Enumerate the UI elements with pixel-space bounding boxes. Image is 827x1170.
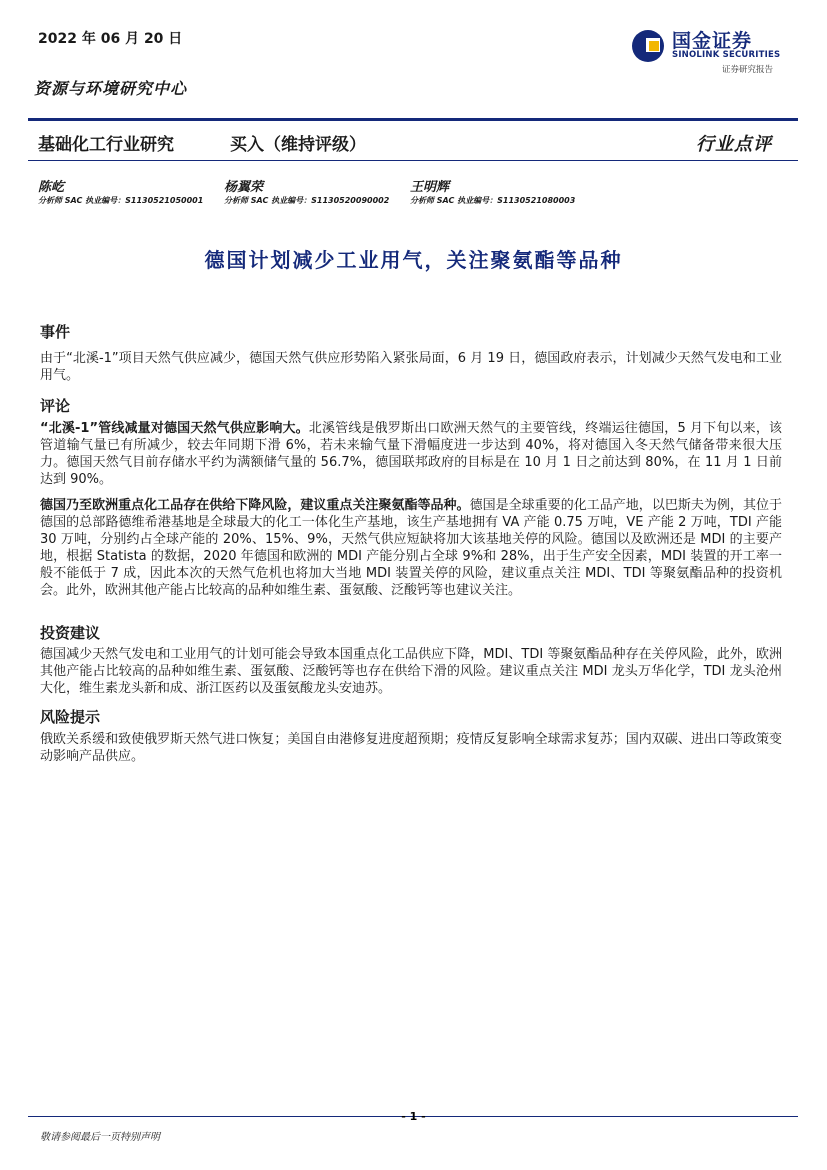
report-category-label: 证券研究报告 (722, 65, 774, 75)
report-title: 德国计划减少工业用气，关注聚氨酯等品种 (204, 248, 623, 272)
section-heading-risk: 风险提示 (40, 708, 101, 726)
report-date: 2022 年 06 月 20 日 (38, 31, 183, 47)
section-heading-advice: 投资建议 (40, 624, 101, 642)
comment-paragraph-1-body: 北溪管线是俄罗斯出口欧洲天然气的主要管线，终端运往德国，5 月下旬以来，该管道输气量已有所减少，较去年同期下滑 6%，若未来输气量下滑幅度进一步达到 40%，将对德国入冬天然气储备带来很大压力。德国天然气目前存储水平约为满额储气量的 56.7%，德国联邦政府的目标是在 10 月 1 日之前达到 80%，在 11 月 1 日前达到 90%。 (40, 421, 782, 487)
event-paragraph: 由于“北溪-1”项目天然气供应减少，德国天然气供应形势陷入紧张局面，6 月 19 日，德国政府表示，计划减少天然气发电和工业用气。 (40, 351, 782, 383)
sinolink-logo-icon (630, 28, 666, 64)
disclaimer-note: 敬请参阅最后一页特别声明 (40, 1132, 160, 1143)
section-heading-event: 事件 (40, 323, 71, 341)
header-divider (28, 118, 798, 121)
advice-paragraph: 德国减少天然气发电和工业用气的计划可能会导致本国重点化工品供应下降，MDI、TDI 等聚氨酯品种存在关停风险，此外，欧洲其他产能占比较高的品种如维生素、蛋氨酸、泛酸钙等也存在供给下滑的风险。建议重点关注 MDI 龙头万华化学，TDI 龙头沧州大化，维生素龙头新和成、浙江医药以及蛋氨酸龙头安迪苏。 (40, 647, 782, 696)
analyst-name: 王明辉 (410, 180, 450, 195)
comment-paragraph-2-lead: 德国乃至欧洲重点化工品存在供给下降风险，建议重点关注聚氨酯等品种。 (40, 498, 470, 513)
report-type: 行业点评 (696, 134, 772, 155)
subheader-divider (28, 160, 798, 161)
analyst-name: 杨翼荣 (224, 180, 264, 195)
comment-paragraph-2-body: 德国是全球重要的化工品产地，以巴斯夫为例，其位于德国的总部路德维希港基地是全球最大的化工一体化生产基地，该生产基地拥有 VA 产能 0.75 万吨，VE 产能 2 万吨，TDI 产能 30 万吨，分别约占全球产能的 20%、15%、9%，天然气供应短缺将加大该基地关停的风险。德国以及欧洲还是 MDI 的主要产地，根据 Statista 的数据，2020 年德国和欧洲的 MDI 产能分别占全球 9%和 28%，出于生产安全因素，MDI 装置的开工率一般不能低于 7 成，因此本次的天然气危机也将加大当地 MDI 装置关停的风险，建议重点关注 MDI、TDI 等聚氨酯品种的投资机会。此外，欧洲其他产能占比较高的品种如维生素、蛋氨酸、泛酸钙等也建议关注。 (40, 498, 782, 598)
analyst-sac-id: 分析师 SAC 执业编号：S1130520090002 (224, 196, 390, 205)
rating: 买入（维持评级） (230, 135, 366, 155)
research-center: 资源与环境研究中心 (34, 79, 188, 98)
comment-paragraph-1 (40, 420, 782, 488)
analyst-sac-id: 分析师 SAC 执业编号：S1130521050001 (38, 196, 204, 205)
comment-paragraph-1-lead: “北溪-1”管线减量对德国天然气供应影响大。 (40, 421, 309, 436)
industry-name: 基础化工行业研究 (38, 135, 174, 155)
analyst-sac-id: 分析师 SAC 执业编号：S1130521080003 (410, 196, 576, 205)
section-heading-comment: 评论 (40, 397, 71, 415)
risk-paragraph: 俄欧关系缓和致使俄罗斯天然气进口恢复；美国自由港修复进度超预期；疫情反复影响全球需求复苏；国内双碳、进出口等政策变动影响产品供应。 (40, 732, 782, 764)
page-number: - 1 - (401, 1110, 426, 1123)
comment-paragraph-2 (40, 497, 782, 599)
logo-english-name: SINOLINK SECURITIES (672, 50, 781, 60)
logo-chinese-name: 国金证券 (672, 30, 753, 52)
analyst-name: 陈屹 (38, 180, 65, 195)
